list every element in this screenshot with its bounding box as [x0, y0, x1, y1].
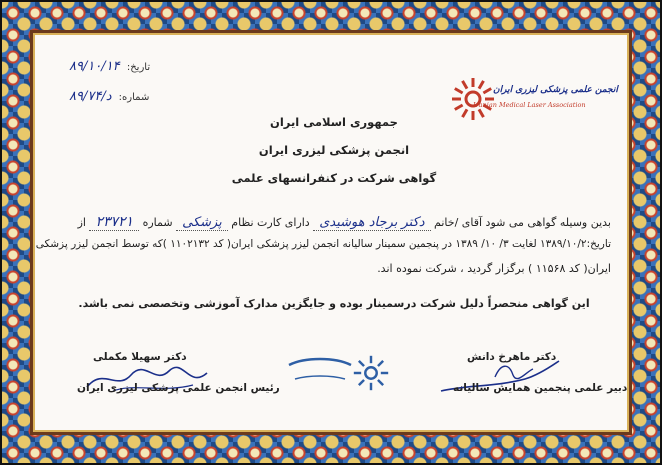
disclaimer-note: این گواهی منحصراً دلیل شرکت درسمینار بوده و جایگزین مدارک آموزشی وتخصصی نمی باشد.: [78, 297, 590, 310]
date-label: تاریخ:: [126, 62, 151, 73]
date-value: ۸۹/۱۰/۱۴: [69, 59, 120, 74]
seal-text-arc: [285, 353, 355, 389]
association-seal-icon: [353, 355, 389, 391]
handwritten-card-number: ۲۳۷۲۱: [89, 214, 139, 231]
left-signatory-title: رئیس انجمن علمی پزشکی لیزری ایران: [77, 382, 280, 394]
from-word: از: [77, 216, 86, 229]
logo-name-en: Iranian Medical Laser Association: [473, 101, 586, 109]
body-line-1: [78, 214, 611, 230]
number-label: شماره:: [118, 92, 150, 103]
handwritten-card-type: پزشکی: [176, 215, 228, 231]
right-signatory-title: دبیر علمی پنجمین همایش سالیانه: [453, 382, 628, 394]
left-signatory-name: دکتر سهیلا مکملی: [93, 351, 187, 363]
body-intro: بدین وسیله گواهی می شود آقای /خانم: [434, 216, 611, 229]
certificate-body: [30, 30, 632, 435]
card-label: دارای کارت نظام: [231, 216, 310, 229]
logo-name-fa: انجمن علمی پزشکی لیزری ایران: [493, 85, 618, 95]
date-row: [69, 59, 150, 74]
number-row: [69, 89, 149, 104]
heading-republic: جمهوری اسلامی ایران: [270, 115, 398, 129]
heading-certificate-title: گواهی شرکت در کنفرانسهای علمی: [231, 171, 437, 185]
body-line-2: تاریخ:۱۳۸۹/۱۰/۲ لغایت ۳/ ۱۰/ ۱۳۸۹ در پنجمین سمینار سالیانه انجمن لیزر پزشکی ایران( کد ۱۱۰۲۱۳۲ )که توسط انجمن لیزر پزشکی: [35, 238, 611, 250]
right-signatory-name: دکتر ماهرخ دانش: [467, 351, 557, 363]
heading-association: انجمن پزشکی لیزری ایران: [258, 143, 410, 157]
handwritten-name: دکتر برجاد هوشیدی: [313, 215, 430, 231]
card-number-label: شماره: [142, 216, 173, 229]
body-line-3: ایران( کد ۱۱۵۶۸ ) برگزار گردید ، شرکت نموده اند.: [377, 262, 611, 275]
number-value: د/۸۹/۷۴: [69, 89, 112, 104]
